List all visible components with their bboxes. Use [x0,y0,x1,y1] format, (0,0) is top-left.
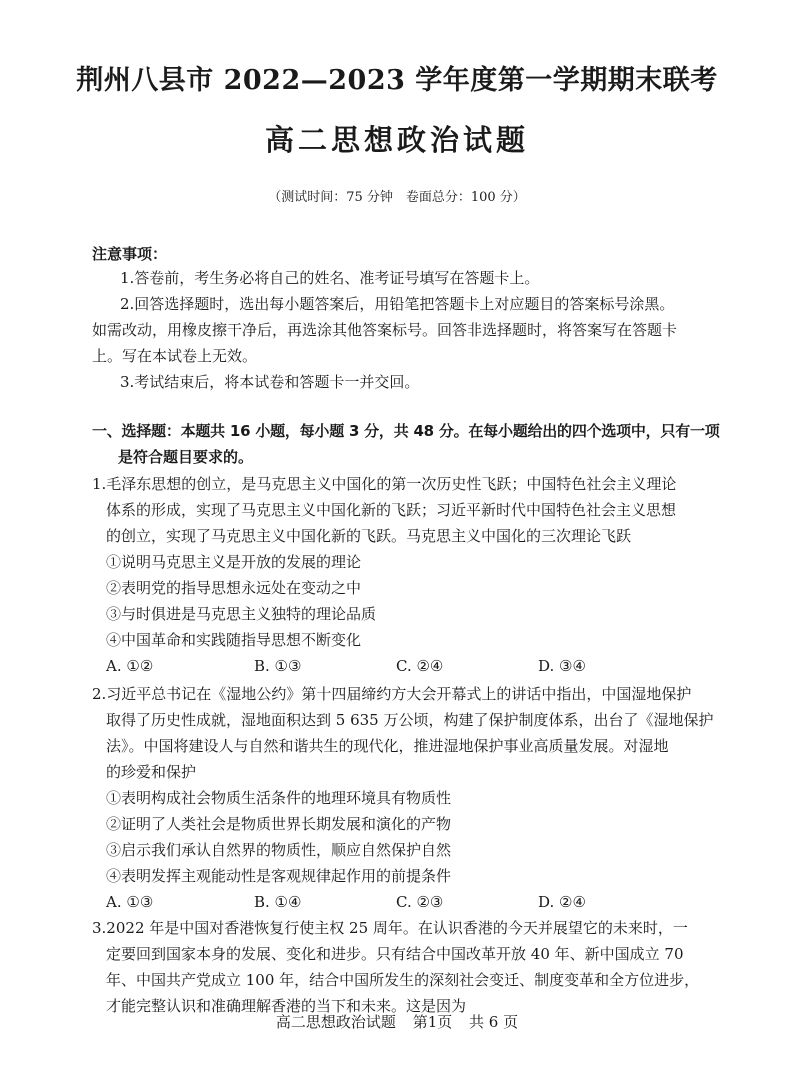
exam-info: （测试时间：75 分钟 卷面总分：100 分） [268,190,526,205]
question-stem: 的珍爱和保护 [106,763,197,781]
question-stem: 年、中国共产党成立 100 年，结合中国所发生的深刻社会变迁、制度变革和全方位进步， [106,971,700,989]
notice-line: 上。写在本试卷上无效。 [92,347,258,365]
notice-line: 1.答卷前，考生务必将自己的姓名、准考证号填写在答题卡上。 [120,269,540,287]
exam-subtitle: 高二思想政治试题 [264,123,529,157]
option-c: C. ②④ [396,657,444,675]
notice-line: 2.回答选择题时，选出每小题答案后，用铅笔把答题卡上对应题目的答案标号涂黑。 [120,295,675,313]
footer-page: 第1页 [412,1013,453,1031]
question-stem: 2.习近平总书记在《湿地公约》第十四届缔约方大会开幕式上的讲话中指出，中国湿地保护 [92,685,692,703]
section-heading: 一、选择题：本题共 16 小题，每小题 3 分，共 48 分。在每小题给出的四个选项中，只有一项 [92,422,720,440]
option-b: B. ①④ [254,893,302,911]
question-item: ④中国革命和实践随指导思想不断变化 [106,631,362,649]
question-item: ③启示我们承认自然界的物质性，顺应自然保护自然 [106,841,452,859]
answer-options [106,652,706,680]
option-a: A. ①③ [106,893,154,911]
option-c: C. ②③ [396,893,444,911]
question-item: ①表明构成社会物质生活条件的地理环境具有物质性 [106,789,452,807]
question-item: ②表明党的指导思想永远处在变动之中 [106,579,362,597]
notice-line: 3.考试结束后，将本试卷和答题卡一并交回。 [120,373,420,391]
notice-line: 如需改动，用橡皮擦干净后，再选涂其他答案标号。回答非选择题时，将答案写在答题卡 [92,321,678,339]
question-stem: 体系的形成，实现了马克思主义中国化新的飞跃；习近平新时代中国特色社会主义思想 [106,501,677,519]
option-a: A. ①② [106,657,154,675]
question-stem: 法》。中国将建设人与自然和谐共生的现代化，推进湿地保护事业高质量发展。对湿地 [106,737,669,755]
question-item: ④表明发挥主观能动性是客观规律起作用的前提条件 [106,867,452,885]
question-stem: 的创立，实现了马克思主义中国化新的飞跃。马克思主义中国化的三次理论飞跃 [106,527,632,545]
exam-title: 荆州八县市 2022—2023 学年度第一学期期末联考 [76,65,718,96]
question-stem: 才能完整认识和准确理解香港的当下和未来。这是因为 [106,997,467,1015]
question-item: ③与时俱进是马克思主义独特的理论品质 [106,605,377,623]
question-stem: 1.毛泽东思想的创立，是马克思主义中国化的第一次历史性飞跃；中国特色社会主义理论 [92,475,677,493]
option-b: B. ①③ [254,657,302,675]
question-item: ②证明了人类社会是物质世界长期发展和演化的产物 [106,815,452,833]
answer-options [106,888,706,916]
question-stem: 定要回到国家本身的发展、变化和进步。只有结合中国改革开放 40 年、新中国成立 70 [106,945,684,963]
section-heading: 是符合题目要求的。 [118,448,254,466]
footer-subject: 高二思想政治试题 [275,1013,396,1031]
question-stem: 3.2022 年是中国对香港恢复行使主权 25 周年。在认识香港的今天并展望它的未来时，一 [92,919,688,937]
footer-total: 共 6 页 [469,1013,519,1031]
page-footer [0,1011,794,1032]
notice-title: 注意事项： [92,245,168,263]
option-d: D. ③④ [538,657,586,675]
option-d: D. ②④ [538,893,586,911]
question-stem: 取得了历史性成就，湿地面积达到 5 635 万公顷，构建了保护制度体系，出台了《湿地保护 [106,711,714,729]
question-item: ①说明马克思主义是开放的发展的理论 [106,553,362,571]
